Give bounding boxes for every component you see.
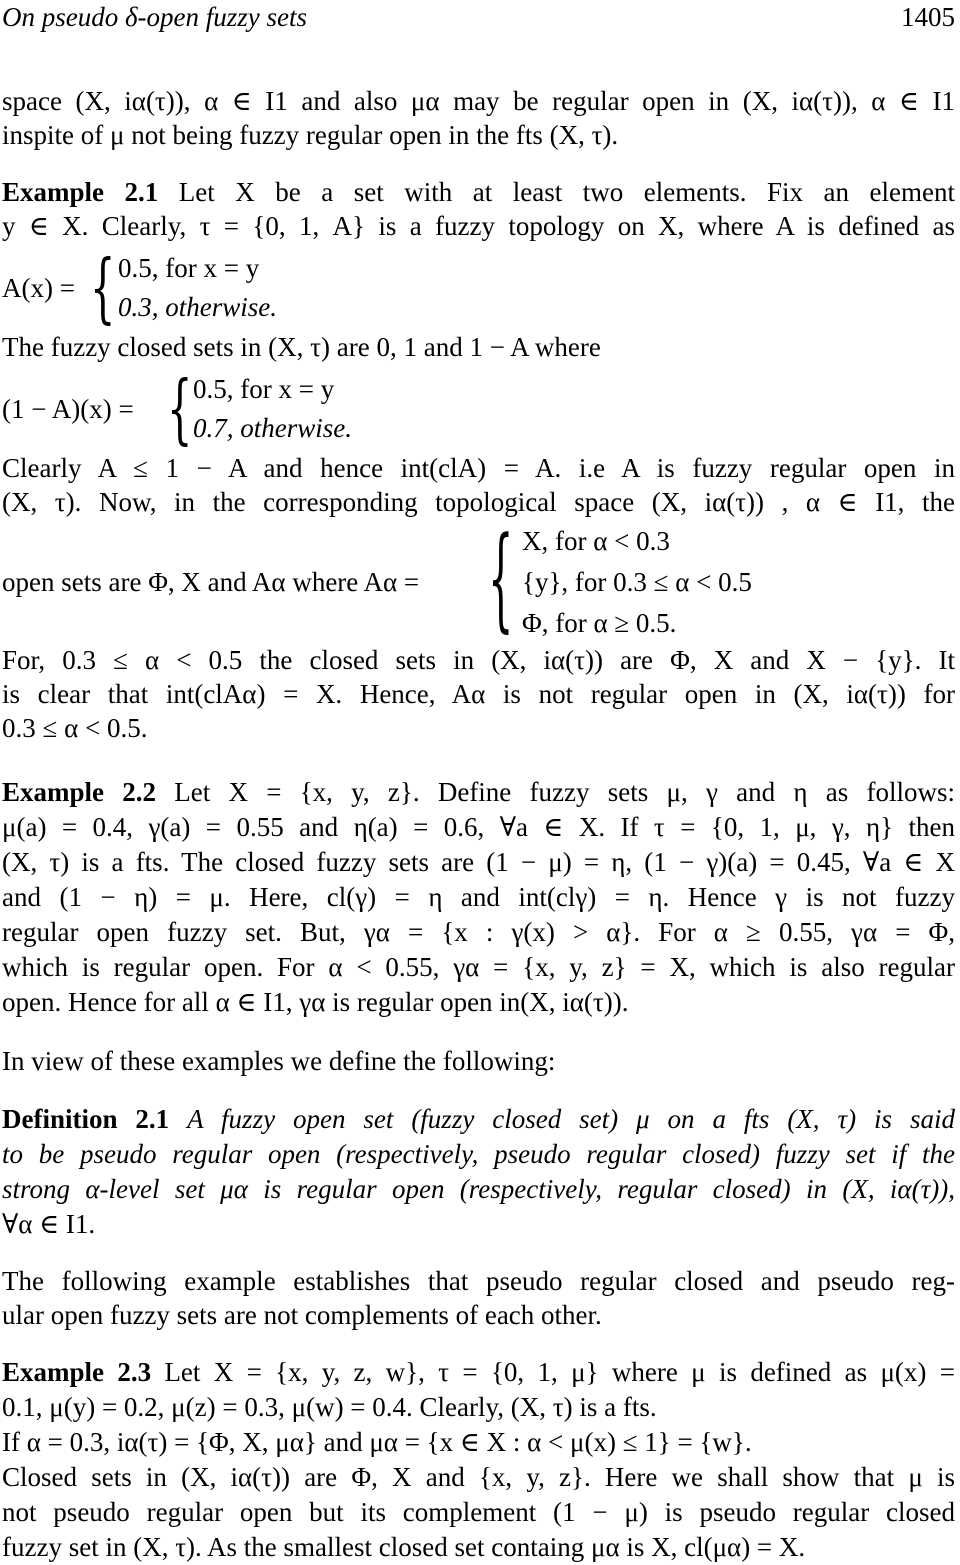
piecewise-lhs: (1 − A)(x) = — [2, 394, 134, 424]
text-line: y ∈ X. Clearly, τ = {0, 1, A} is a fuzzy topology on X, where A is defined as — [2, 211, 955, 241]
piecewise-lhs: open sets are Φ, X and Aα where Aα = — [2, 567, 420, 597]
example-text: Let X be a set with at least two elements. Fix an element — [178, 177, 955, 207]
brace-icon: { — [90, 245, 116, 333]
text-line: not pseudo regular open but its complement (1 − μ) is pseudo regular closed — [2, 1497, 955, 1527]
text-line: fuzzy set in (X, τ). As the smallest closed set containg μα is X, cl(μα) = X. — [2, 1532, 806, 1562]
running-header — [2, 2, 955, 36]
text-line: Clearly A ≤ 1 − A and hence int(clA) = A. i.e A is fuzzy regular open in — [2, 453, 955, 483]
text-line: (X, τ) is a fts. The closed fuzzy sets are (1 − μ) = η, (1 − γ)(a) = 0.45, ∀a ∈ X — [2, 847, 955, 877]
text-line: regular open fuzzy set. But, γα = {x : γ(x) > α}. For α ≥ 0.55, γα = Φ, — [2, 917, 955, 947]
text-line: 0.1, μ(y) = 0.2, μ(z) = 0.3, μ(w) = 0.4. Clearly, (X, τ) is a fts. — [2, 1392, 657, 1422]
definition-label: Definition 2.1 — [2, 1104, 170, 1134]
text-line: strong α-level set μα is regular open (respectively, regular closed) in (X, iα(τ)), — [2, 1174, 955, 1204]
text-line: If α = 0.3, iα(τ) = {Φ, X, μα} and μα = {x ∈ X : α < μ(x) ≤ 1} = {w}. — [2, 1427, 752, 1457]
piecewise-case: 0.5, for x = y — [193, 374, 335, 404]
example-2-3-line-1 — [2, 1356, 955, 1388]
example-2-2-line-1 — [2, 776, 955, 808]
example-text: Let X = {x, y, z, w}, τ = {0, 1, μ} where μ is defined as μ(x) = — [164, 1357, 955, 1387]
example-text: Let X = {x, y, z}. Define fuzzy sets μ, γ and η as follows: — [174, 777, 955, 807]
piecewise-case: {y}, for 0.3 ≤ α < 0.5 — [522, 567, 752, 597]
text-line: to be pseudo regular open (respectively, pseudo regular closed) fuzzy set if the — [2, 1139, 955, 1169]
piecewise-case: 0.7, otherwise. — [193, 413, 352, 443]
text-line: is clear that int(clAα) = X. Hence, Aα is not regular open in (X, iα(τ)) for — [2, 679, 955, 709]
text-line: ∀α ∈ I1. — [2, 1209, 96, 1239]
text-line: Closed sets in (X, iα(τ)) are Φ, X and {x, y, z}. Here we shall show that μ is — [2, 1462, 955, 1492]
text-line: and (1 − η) = μ. Here, cl(γ) = η and int(clγ) = η. Hence γ is not fuzzy — [2, 882, 955, 912]
text-line: space (X, iα(τ)), α ∈ I1 and also μα may be regular open in (X, iα(τ)), α ∈ I1 — [2, 86, 955, 116]
piecewise-case: 0.5, for x = y — [118, 253, 260, 283]
text-line: The following example establishes that pseudo regular closed and pseudo reg- — [2, 1266, 955, 1296]
text-line: In view of these examples we define the following: — [2, 1046, 556, 1076]
text-line: inspite of μ not being fuzzy regular open in the fts (X, τ). — [2, 120, 619, 150]
piecewise-case: 0.3, otherwise. — [118, 292, 277, 322]
definition-text: A fuzzy open set (fuzzy closed set) μ on a fts (X, τ) is said — [187, 1104, 956, 1134]
brace-icon: { — [167, 366, 193, 454]
example-label: Example 2.2 — [2, 777, 156, 807]
brace-icon: { — [488, 515, 514, 645]
text-line: For, 0.3 ≤ α < 0.5 the closed sets in (X, iα(τ)) are Φ, X and X − {y}. It — [2, 645, 955, 675]
piecewise-case: Φ, for α ≥ 0.5. — [522, 608, 677, 638]
page-number: 1405 — [901, 2, 955, 32]
text-line: open. Hence for all α ∈ I1, γα is regular open in(X, iα(τ)). — [2, 987, 629, 1017]
piecewise-lhs: A(x) = — [2, 273, 75, 303]
example-2-1-line-1 — [2, 176, 955, 208]
text-line: 0.3 ≤ α < 0.5. — [2, 713, 148, 743]
example-label: Example 2.1 — [2, 177, 159, 207]
text-line: The fuzzy closed sets in (X, τ) are 0, 1 and 1 − A where — [2, 332, 601, 362]
definition-2-1-line-1 — [2, 1103, 955, 1135]
piecewise-case: X, for α < 0.3 — [522, 526, 670, 556]
text-line: μ(a) = 0.4, γ(a) = 0.55 and η(a) = 0.6, ∀a ∈ X. If τ = {0, 1, μ, γ, η} then — [2, 812, 955, 842]
example-label: Example 2.3 — [2, 1357, 152, 1387]
text-line: (X, τ). Now, in the corresponding topological space (X, iα(τ)) , α ∈ I1, the — [2, 487, 955, 517]
text-line: ular open fuzzy sets are not complements of each other. — [2, 1300, 602, 1330]
header-title: On pseudo δ-open fuzzy sets — [2, 2, 308, 32]
text-line: which is regular open. For α < 0.55, γα = {x, y, z} = X, which is also regular — [2, 952, 955, 982]
